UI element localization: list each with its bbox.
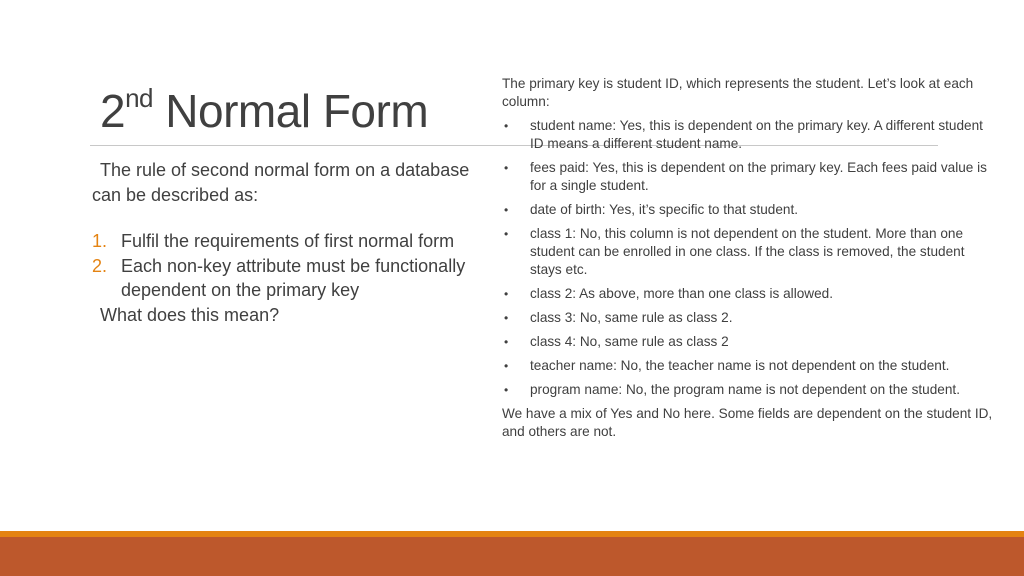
list-item: [502, 357, 998, 375]
bullet-icon: •: [504, 119, 509, 133]
list-item: [92, 229, 472, 254]
list-item-text: Each non-key attribute must be functionally dependent on the primary key: [121, 255, 466, 300]
bullet-icon: •: [504, 383, 509, 397]
column-analysis-list: [502, 117, 998, 399]
list-item: [92, 254, 472, 303]
right-content: [502, 75, 998, 441]
slide-title: [100, 84, 428, 138]
right-conclusion: We have a mix of Yes and No here. Some fields are dependent on the student ID, and others are not.: [502, 406, 993, 439]
list-item-text: date of birth: Yes, it’s specific to that student.: [530, 202, 799, 217]
list-item: [502, 381, 998, 399]
list-item: [502, 309, 998, 327]
list-item: [502, 117, 998, 153]
list-number: 1.: [92, 231, 108, 251]
list-item: [502, 225, 998, 279]
bullet-icon: •: [504, 335, 509, 349]
title-rest: Normal Form: [165, 85, 429, 137]
list-item-text: class 4: No, same rule as class 2: [530, 334, 729, 349]
list-item: [502, 159, 998, 195]
list-item-text: fees paid: Yes, this is dependent on the primary key. Each fees paid value is for a single student.: [530, 160, 987, 193]
title-superscript: nd: [125, 82, 154, 113]
list-number: 2.: [92, 255, 108, 276]
right-intro: The primary key is student ID, which represents the student. Let’s look at each column:: [502, 76, 974, 109]
list-item-text: class 2: As above, more than one class is allowed.: [530, 286, 833, 301]
list-item-text: program name: No, the program name is not dependent on the student.: [530, 382, 960, 397]
list-item-text: Fulfil the requirements of first normal form: [121, 231, 455, 251]
footer-bar: [0, 537, 1024, 576]
list-item-text: student name: Yes, this is dependent on the primary key. A different student ID means a different student name.: [530, 118, 983, 151]
list-item: [502, 333, 998, 351]
bullet-icon: •: [504, 203, 509, 217]
bullet-icon: •: [504, 359, 509, 373]
left-question: What does this mean?: [100, 304, 280, 325]
list-item: [502, 285, 998, 303]
title-base: 2: [100, 85, 126, 137]
bullet-icon: •: [504, 287, 509, 301]
left-intro: The rule of second normal form on a database can be described as:: [92, 160, 470, 205]
list-item-text: class 1: No, this column is not dependent on the student. More than one student can be enrolled in one class. If the class is removed, the student stays etc.: [530, 226, 965, 277]
bullet-icon: •: [504, 311, 509, 325]
list-item: [502, 201, 998, 219]
bullet-icon: •: [504, 227, 509, 241]
bullet-icon: •: [504, 161, 509, 175]
left-content: [92, 158, 472, 327]
list-item-text: teacher name: No, the teacher name is not dependent on the student.: [530, 358, 950, 373]
requirements-list: [92, 229, 472, 303]
list-item-text: class 3: No, same rule as class 2.: [530, 310, 733, 325]
